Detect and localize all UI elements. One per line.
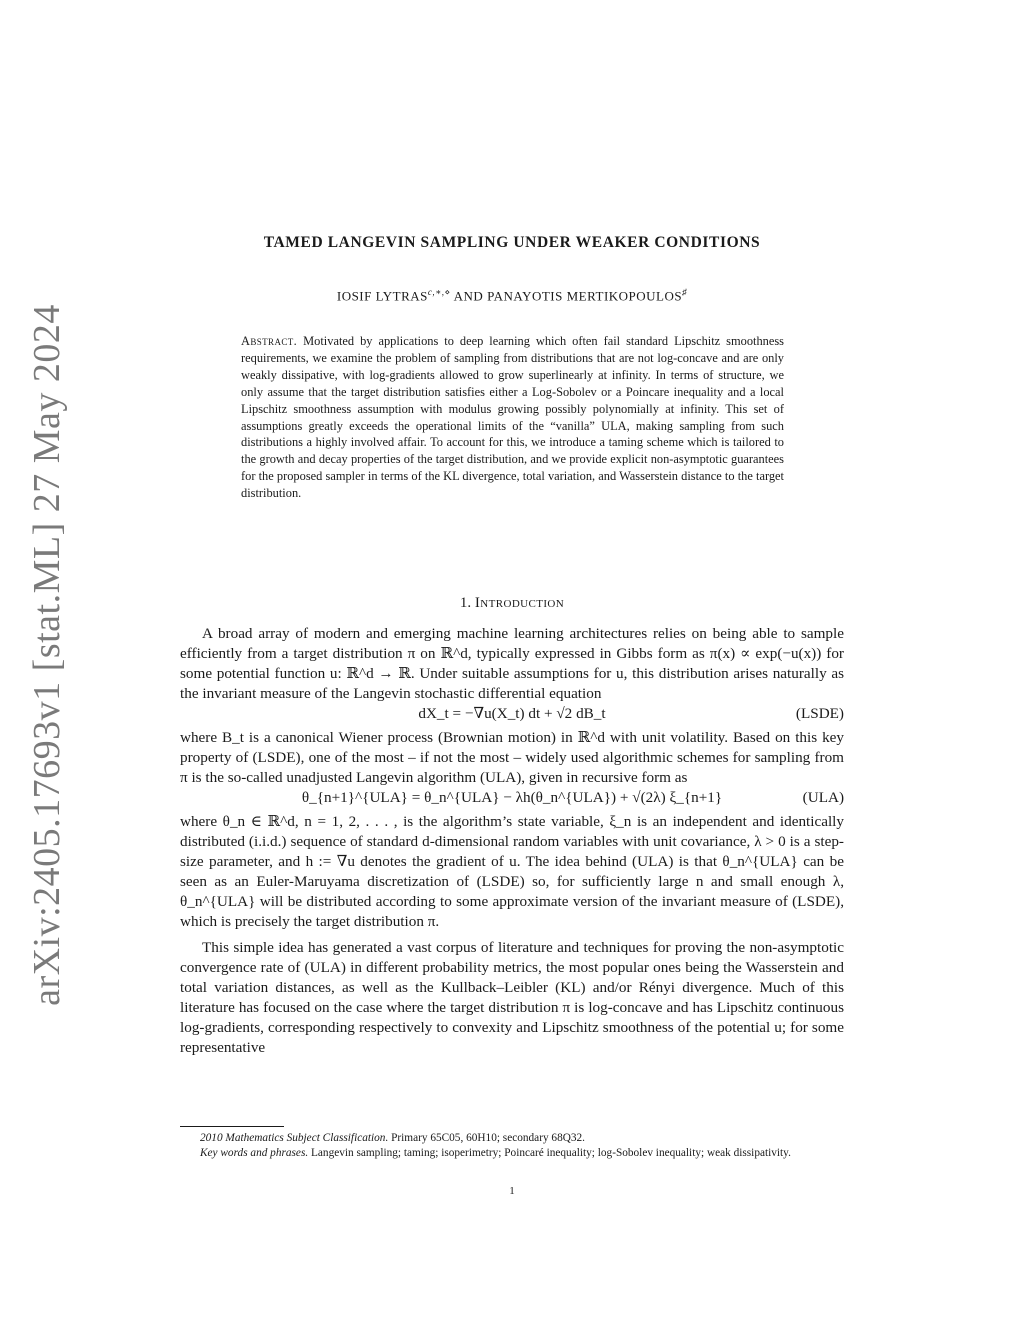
author-line [180,287,844,304]
equation-lsde [180,704,844,728]
paragraph-1: A broad array of modern and emerging machine learning architectures relies on being able to sample efficiently from a target distribution π on ℝ^d, typically expressed in Gibbs form as π(x) ∝ exp(−u(x)) for some potential function u: ℝ^d → ℝ. Under suitable assumptions for u, this distribution arises naturally as the invariant measure of the Langevin stochastic differential equation [180,625,844,702]
paper-title: TAMED LANGEVIN SAMPLING UNDER WEAKER CONDITIONS [263,234,761,251]
author-1: IOSIF LYTRAS [336,288,428,304]
section-number: 1. [459,595,472,611]
author-1-affiliation-marks: c,∗,⋄ [427,287,451,297]
footnote-keywords-label: Key words and phrases. [200,1147,309,1159]
arxiv-identifier: arXiv:2405.17693v1 [stat.ML] 27 May 2024 [26,304,68,1006]
abstract [241,333,784,502]
author-2-affiliation-marks: ♯ [682,287,688,297]
introduction-body [180,624,844,1058]
author-connector: AND [450,288,488,304]
equation-ula [180,788,844,812]
equation-ula-formula: θ_{n+1}^{ULA} = θ_n^{ULA} − λh(θ_n^{ULA}) + √(2λ) ξ_{n+1} [301,789,723,806]
equation-lsde-formula: dX_t = −∇u(X_t) dt + √2 dB_t [418,705,606,722]
footnote-keywords [180,1146,844,1161]
footnotes [180,1131,844,1161]
paragraph-4: This simple idea has generated a vast corpus of literature and techniques for proving the non-asymptotic convergence rate of (ULA) in different probability metrics, the most popular ones being the Wasserstein and total variation distances, as well as the Kullback–Leibler (KL) and/or Rényi divergence. Much of this literature has focused on the case where the target distribution π is log-concave and has Lipschitz continuous log-gradients, corresponding respectively to convexity and Lipschitz smoothness of the potential u; for some representative [180,939,844,1056]
footnote-msc [180,1131,844,1146]
arxiv-stamp [22,304,72,1006]
footnote-rule [180,1126,284,1127]
paragraph-2: where B_t is a canonical Wiener process (Brownian motion) in ℝ^d with unit volatility. Based on this key property of (LSDE), one of the most – if not the most – widely used algorithmic schemes for sampling from π is the so-called unadjusted Langevin algorithm (ULA), given in recursive form as [180,729,844,786]
footnote-keywords-text: Langevin sampling; taming; isoperimetry; Poincaré inequality; log-Sobolev inequality; weak dissipativity. [311,1147,791,1159]
page-number: 1 [509,1185,515,1197]
section-title: Introduction [474,595,565,611]
equation-lsde-label: (LSDE) [795,705,844,722]
footnote-msc-label: 2010 Mathematics Subject Classification. [200,1132,389,1144]
author-2: PANAYOTIS MERTIKOPOULOS [487,288,683,304]
abstract-text: Motivated by applications to deep learning which often fail standard Lipschitz smoothness requirements, we examine the problem of sampling from distributions that are not log-concave and are only weakly dissipative, with log-gradients allowed to grow superlinearly at infinity. In terms of structure, we only assume that the target distribution satisfies either a Log-Sobolev or a Poincare inequality and a local Lipschitz smoothness assumption with modulus growing possibly polynomially at infinity. This set of assumptions greatly exceeds the operational limits of the “vanilla” ULA, making sampling from such distributions a highly involved affair. To account for this, we introduce a taming scheme which is tailored to the growth and decay properties of the target distribution, and we provide explicit non-asymptotic guarantees for the proposed sampler in terms of the KL divergence, total variation, and Wasserstein distance to the target distribution. [241,334,784,501]
paragraph-3: where θ_n ∈ ℝ^d, n = 1, 2, . . . , is the algorithm’s state variable, ξ_n is an independent and identically distributed (i.i.d.) sequence of standard d-dimensional random variables with unit covariance, λ > 0 is a step-size parameter, and h := ∇u denotes the gradient of u. The idea behind (ULA) is that θ_n^{ULA} can be seen as an Euler-Maruyama discretization of (LSDE) so, for sufficiently large n and small enough λ, θ_n^{ULA} will be distributed according to some approximate version of the invariant measure of (LSDE), which is precisely the target distribution π. [180,813,844,930]
equation-ula-label: (ULA) [802,789,844,806]
section-heading [180,595,844,612]
abstract-label: Abstract. [241,334,298,348]
footnote-msc-text: Primary 65C05, 60H10; secondary 68Q32. [391,1132,585,1144]
